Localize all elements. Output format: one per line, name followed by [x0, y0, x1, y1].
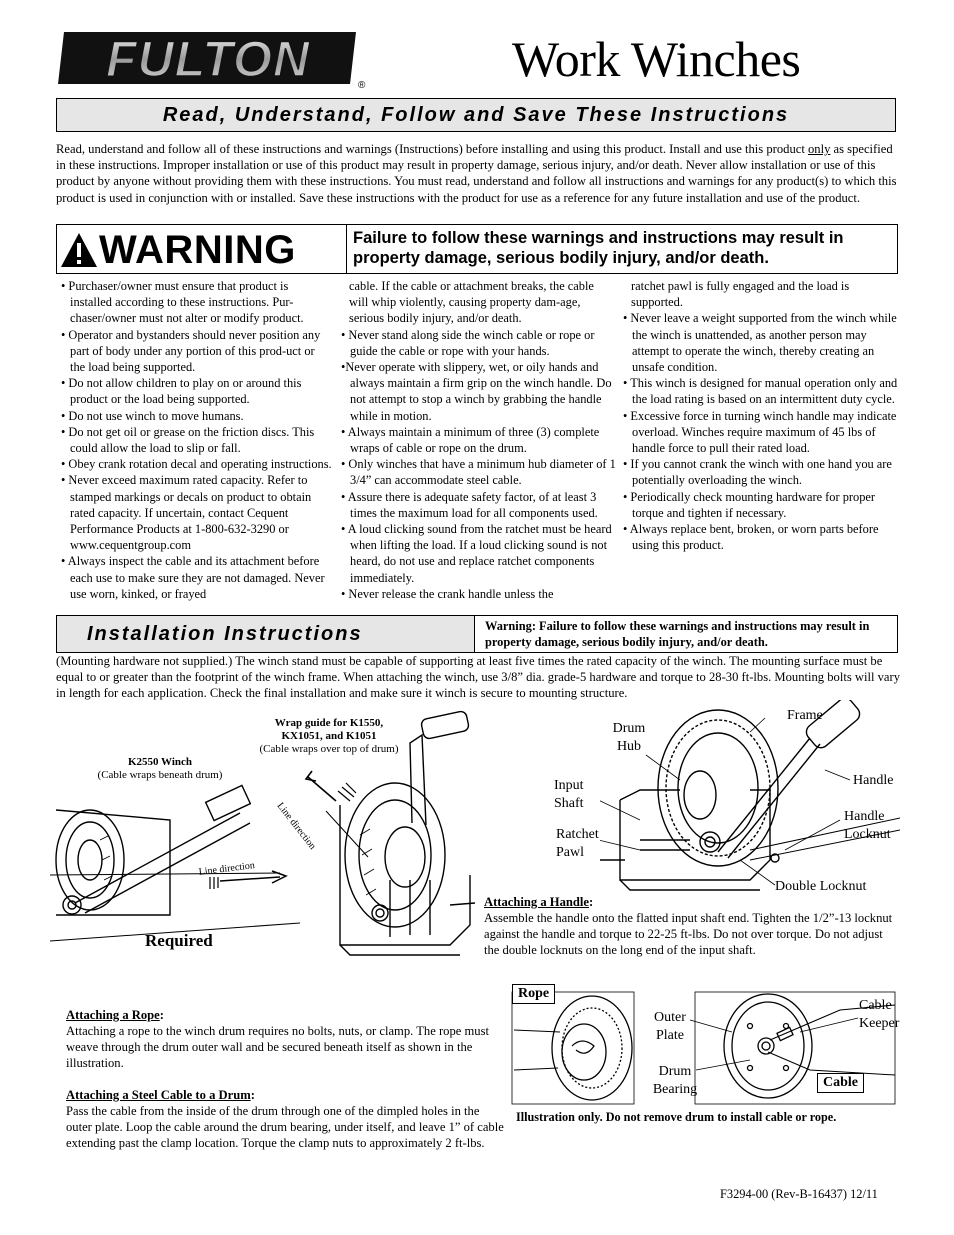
required-label: Required: [145, 931, 213, 950]
handle-locknut-label-1: Handle: [844, 809, 885, 824]
instructions-banner: Read, Understand, Follow and Save These Instructions: [56, 98, 896, 132]
outer-plate-label-2: Plate: [656, 1028, 684, 1043]
frame-label: Frame: [787, 708, 823, 723]
drum-bearing-label-2: Bearing: [652, 1082, 698, 1097]
installation-bar: [56, 615, 898, 653]
warning-title: WARNING: [59, 229, 345, 271]
warning-item: • This winch is designed for manual operation only and the load rating is based on an intermittent duty cycle.: [623, 376, 898, 407]
drum-hub-label-1: Drum: [612, 721, 646, 736]
line-direction-label-top: Line direction: [274, 800, 318, 852]
intro-paragraph: Read, understand and follow all of these instructions and warnings (Instructions) before installing and using this product. Install and use this product only as specified in these instructions. Improper installation or use of this product may result in property damage, serious injury, and/or death. Never allow installation or use of this product by anyone without providing them with these instructions. You must read, understand and follow all instructions and warnings for any product(s) to which this product is used in conjunction with or installed. Save these instructions with the product for use as a reference for any future installation and use of the product.: [56, 142, 897, 205]
drum-bearing-label-1: Drum: [658, 1064, 692, 1079]
cable-keeper-label-2: Keeper: [859, 1016, 900, 1031]
warning-item: cable. If the cable or attachment breaks, the cable will whip violently, causing property dam-age, serious bodily injury, and/or death.: [349, 279, 594, 326]
input-shaft-label-1: Input: [554, 778, 584, 793]
warning-item: • Only winches that have a minimum hub diameter of 1 3/4” can accommodate steel cable.: [341, 457, 616, 488]
k2550-subtitle: (Cable wraps beneath drum): [97, 769, 223, 781]
warning-item: • Never release the crank handle unless the: [341, 586, 554, 601]
outer-plate-label-1: Outer: [654, 1010, 686, 1025]
k2550-title: K2550 Winch: [127, 756, 193, 768]
warning-item: • Excessive force in turning winch handle may indicate overload. Winches require maximum of 45 lbs of handle force to pull their rated load.: [623, 408, 897, 456]
attach-handle-heading: Attaching a Handle: [484, 895, 589, 909]
drum-hub-label-2: Hub: [616, 739, 642, 754]
warning-item: • Do not use winch to move humans.: [61, 408, 244, 423]
attach-cable-heading: Attaching a Steel Cable to a Drum: [66, 1088, 251, 1102]
warning-item: • Assure there is adequate safety factor, of at least 3 times the maximum load for all components used.: [341, 489, 598, 520]
warning-item: ratchet pawl is fully engaged and the load is supported.: [631, 279, 850, 310]
rope-label: Rope: [512, 984, 555, 1004]
logo-lettering: FULTON: [105, 31, 311, 87]
attach-handle-body: Assemble the handle onto the flatted input shaft end. Tighten the 1/2”-13 locknut against the handle and torque to 22-25 ft-lbs. Do not over torque. Do not adjust the double locknuts on the long end of the input shaft.: [484, 911, 893, 957]
warning-item: • Never stand along side the winch cable or rope or guide the cable or rope with your hands.: [341, 327, 595, 358]
warning-item: • Do not allow children to play on or around this product or the load being supported.: [61, 376, 302, 407]
document-code: F3294-00 (Rev-B-16437) 12/11: [720, 1187, 878, 1201]
warning-item: • Operator and bystanders should never position any part of body under any portion of this prod-uct or the load being supported.: [61, 327, 321, 375]
wrap-guide-title-2: KX1051, and K1051: [281, 730, 377, 742]
handle-locknut-label-2: Locknut: [844, 827, 891, 842]
warning-message: Failure to follow these warnings and instructions may result in property damage, serious bodily injury, and/or death.: [353, 229, 844, 267]
installation-heading: Installation Instructions: [57, 616, 475, 652]
input-shaft-label-2: Shaft: [554, 796, 584, 811]
cable-label: Cable: [817, 1073, 864, 1093]
wrap-guide-subtitle: (Cable wraps over top of drum): [259, 743, 399, 755]
registered-mark: ®: [358, 80, 366, 91]
fulton-logo: [58, 28, 368, 92]
warning-box: [56, 224, 898, 274]
installation-warning: Warning: Failure to follow these warnings and instructions may result in property damage, serious bodily injury, and/or death.: [485, 619, 870, 649]
handle-label: Handle: [853, 773, 894, 788]
attach-handle-section: Attaching a Handle: Assemble the handle onto the flatted input shaft end. Tighten the 1/2”-13 locknut against the handle and torque to 22-25 ft-lbs. Do not over torque. Do not adjust the double locknuts on the long end of the input shaft.: [484, 894, 900, 958]
warning-item: • Never exceed maximum rated capacity. Refer to stamped markings or decals on product to obtain rated capacity. If uncertain, contact Cequent Performance Products at 1-800-632-3290 or www.cequentgroup.com: [61, 473, 312, 553]
warning-item: • If you cannot crank the winch with one hand you are potentially overloading the winch.: [623, 457, 892, 488]
warning-item: •Never operate with slippery, wet, or oily hands and always maintain a firm grip on the winch handle. Do not attempt to stop a winch by grabbing the handle while in motion.: [341, 360, 612, 423]
warning-triangle-icon: [59, 231, 99, 269]
only-emphasis: only: [807, 142, 831, 156]
warning-divider: [346, 225, 347, 273]
warning-item: • Periodically check mounting hardware for proper torque and tighten if necessary.: [623, 489, 876, 520]
warnings-column-1: [60, 278, 332, 602]
ratchet-pawl-label-1: Ratchet: [556, 827, 599, 842]
attach-cable-body-lines: Pass the cable from the inside of the drum through one of the dimpled holes in the outer plate. Loop the cable around the drum bearing, under itself, and leave 1” of cable extending past the clamp location. Torque the clamp nuts to approximately 2 ft-lbs.: [66, 1104, 504, 1150]
warning-item: • Purchaser/owner must ensure that product is installed according to these instructions. Pur-chaser/owner must not alter or modify product.: [61, 279, 304, 326]
warning-item: • Always inspect the cable and its attachment before each use to make sure they are not damaged. Never use worn, kinked, or frayed: [61, 554, 325, 601]
cable-keeper-label-1: Cable: [859, 998, 892, 1013]
warnings-column-3: [622, 278, 898, 553]
attach-rope-heading: Attaching a Rope: [66, 1008, 160, 1022]
attach-rope-body: Attaching a rope to the winch drum requires no bolts, nuts, or clamp. The rope must weave through the drum outer wall and be secured beneath itself as shown in the illustration.: [66, 1024, 489, 1070]
double-locknut-label: Double Locknut: [775, 879, 867, 894]
warnings-column-2: [340, 278, 616, 602]
warning-item: • Always replace bent, broken, or worn parts before using this product.: [623, 522, 879, 553]
drum-note: Illustration only. Do not remove drum to install cable or rope.: [516, 1110, 837, 1124]
warning-item: • Always maintain a minimum of three (3) complete wraps of cable or rope on the drum.: [341, 424, 600, 456]
ratchet-pawl-label-2: Pawl: [556, 845, 584, 860]
line-direction-label-bottom: Line direction: [198, 860, 256, 878]
document-title: Work Winches: [512, 31, 801, 87]
warning-item: • Do not get oil or grease on the friction discs. This could allow the load to slip or fall.: [61, 424, 315, 456]
warning-item: • Obey crank rotation decal and operating instructions.: [61, 457, 332, 472]
warning-item: • Never leave a weight supported from the winch while the winch is unattended, as another person may attempt to operate the winch, thereby creating an unsafe condition.: [623, 311, 897, 375]
warning-item: • A loud clicking sound from the ratchet must be heard when lifting the load. If a loud clicking sound is not heard, do not use and replace ratchet components immediately.: [341, 522, 612, 585]
wrap-guide-title-1: Wrap guide for K1550,: [274, 717, 384, 729]
attach-rope-section: Attaching a Rope: Attaching a rope to the winch drum requires no bolts, nuts, or clamp. The rope must weave through the drum outer wall and be secured beneath itself as shown in the illustration.: [66, 1007, 506, 1071]
attach-cable-section: Attaching a Steel Cable to a Drum: Pass the cable from the inside of the drum through one of the dimpled holes in the outer plate. Loop the cable around the drum bearing, under itself, and leave 1” of cable extending past the clamp location. Torque the clamp nuts to approximately 2 ft-lbs.: [66, 1087, 666, 1151]
mounting-paragraph: (Mounting hardware not supplied.) The winch stand must be capable of supporting at least five times the rated capacity of the winch. The mounting surface must be equal to or greater than the footprint of the winch frame. When attaching the winch, use 3/8” dia. grade-5 hardware and torque to 28-30 ft-lbs. Mounting bolts will vary in length for each application. Check the final installation and make sure it winch is secure to mounting structure.: [56, 654, 900, 701]
